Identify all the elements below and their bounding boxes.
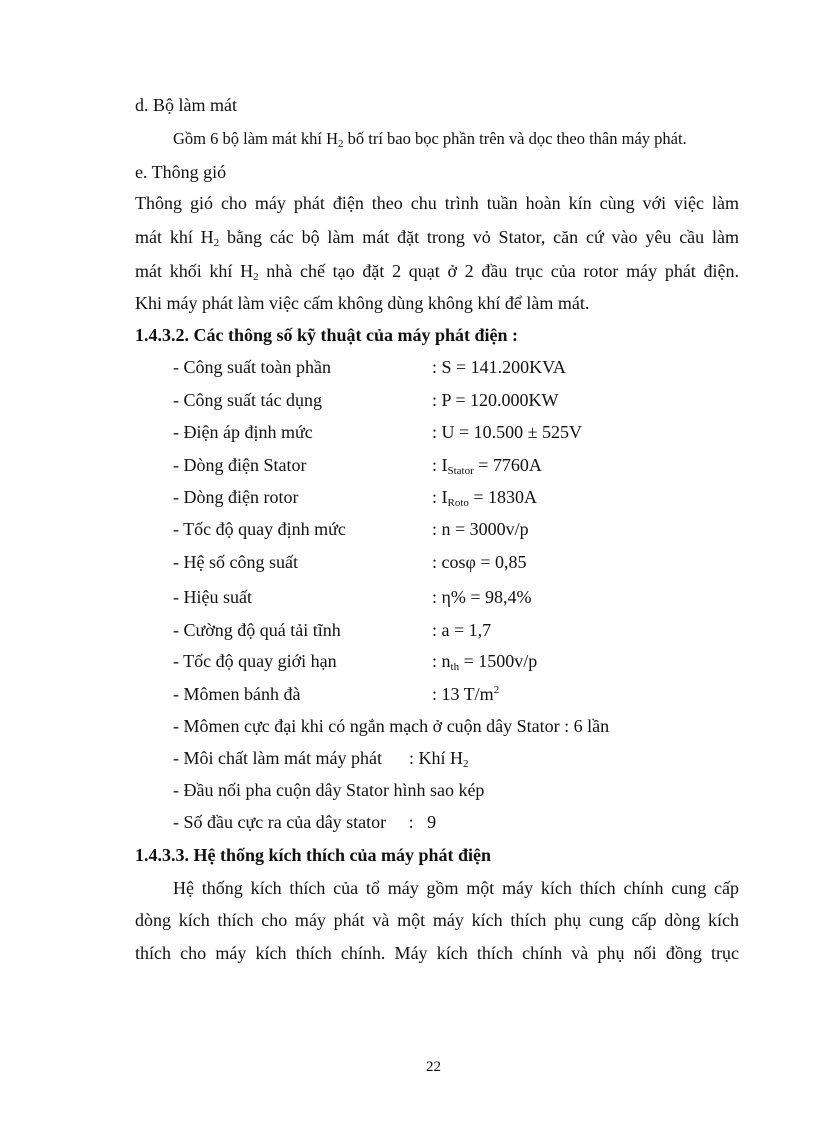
heading-e: e. Thông gió bbox=[135, 162, 227, 182]
spec-value: : $n_{th} = 1500v/p$ bbox=[432, 651, 538, 673]
paragraph-1433-line: Hệ thống kích thích của tổ máy gồm một máy kích thích chính cung cấp bbox=[173, 878, 739, 898]
spec-label: - Công suất toàn phần bbox=[173, 357, 331, 377]
spec-label: - Công suất tác dụng bbox=[173, 390, 322, 410]
spec-label: - Mômen bánh đà bbox=[173, 684, 301, 704]
spec-extra: - Môi chất làm mát máy phát : Khí $H_2$ bbox=[173, 748, 469, 770]
paragraph-1433-line: dòng kích thích cho máy phát và một máy kích thích phụ cung cấp dòng kích bbox=[135, 910, 739, 930]
paragraph-d: Gồm 6 bộ làm mát khí $H_2$ bố trí bao bọc phần trên và dọc theo thân máy phát. bbox=[173, 129, 687, 150]
heading-d: d. Bộ làm mát bbox=[135, 95, 237, 115]
heading-1433: 1.4.3.3. Hệ thống kích thích của máy phát điện bbox=[135, 845, 492, 865]
spec-extra: - Mômen cực đại khi có ngắn mạch ở cuộn dây Stator : 6 lần bbox=[173, 716, 610, 736]
spec-value: : S = 141.200KVA bbox=[432, 357, 566, 377]
spec-value: : η% = 98,4% bbox=[432, 587, 532, 607]
spec-value: : $I_{Roto} = 1830A$ bbox=[432, 487, 538, 509]
spec-value: : cosφ = 0,85 bbox=[432, 552, 527, 572]
page-number: 22 bbox=[426, 1059, 441, 1075]
spec-extra: - Đầu nối pha cuộn dây Stator hình sao kép bbox=[173, 780, 485, 800]
paragraph-e-line: Khi máy phát làm việc cấm không dùng không khí để làm mát. bbox=[135, 293, 590, 313]
spec-value: : $I_{Stator} = 7760A$ bbox=[432, 455, 542, 477]
spec-label: - Cường độ quá tải tĩnh bbox=[173, 620, 341, 640]
spec-label: - Tốc độ quay giới hạn bbox=[173, 651, 337, 671]
spec-label: - Dòng điện Stator bbox=[173, 455, 307, 475]
paragraph-1433-line: thích cho máy kích thích chính. Máy kích thích chính và phụ nối đồng trục bbox=[135, 943, 739, 963]
spec-label: - Điện áp định mức bbox=[173, 422, 313, 442]
spec-label: - Dòng điện rotor bbox=[173, 487, 299, 507]
spec-label: - Hiệu suất bbox=[173, 587, 252, 607]
paragraph-e-line: Thông gió cho máy phát điện theo chu trình tuần hoàn kín cùng với việc làm bbox=[135, 193, 739, 213]
spec-label: - Tốc độ quay định mức bbox=[173, 519, 346, 539]
spec-value: : n = 3000v/p bbox=[432, 519, 529, 539]
spec-label: - Hệ số công suất bbox=[173, 552, 298, 572]
spec-extra: - Số đầu cực ra của dây stator : 9 bbox=[173, 812, 437, 832]
heading-1432: 1.4.3.2. Các thông số kỹ thuật của máy phát điện : bbox=[135, 325, 519, 345]
paragraph-e-line: mát khối khí $H_2$ nhà chế tạo đặt 2 quạt ở 2 đầu trục của rotor máy phát điện. bbox=[135, 261, 739, 283]
spec-value: : P = 120.000KW bbox=[432, 390, 559, 410]
paragraph-e-line: mát khí $H_2$ bằng các bộ làm mát đặt trong vỏ Stator, căn cứ vào yêu cầu làm bbox=[135, 227, 739, 249]
spec-value: : U = 10.500 ± 525V bbox=[432, 422, 583, 442]
spec-value: : 13 $T/m^2$ bbox=[432, 684, 500, 704]
spec-value: : a = 1,7 bbox=[432, 620, 492, 640]
